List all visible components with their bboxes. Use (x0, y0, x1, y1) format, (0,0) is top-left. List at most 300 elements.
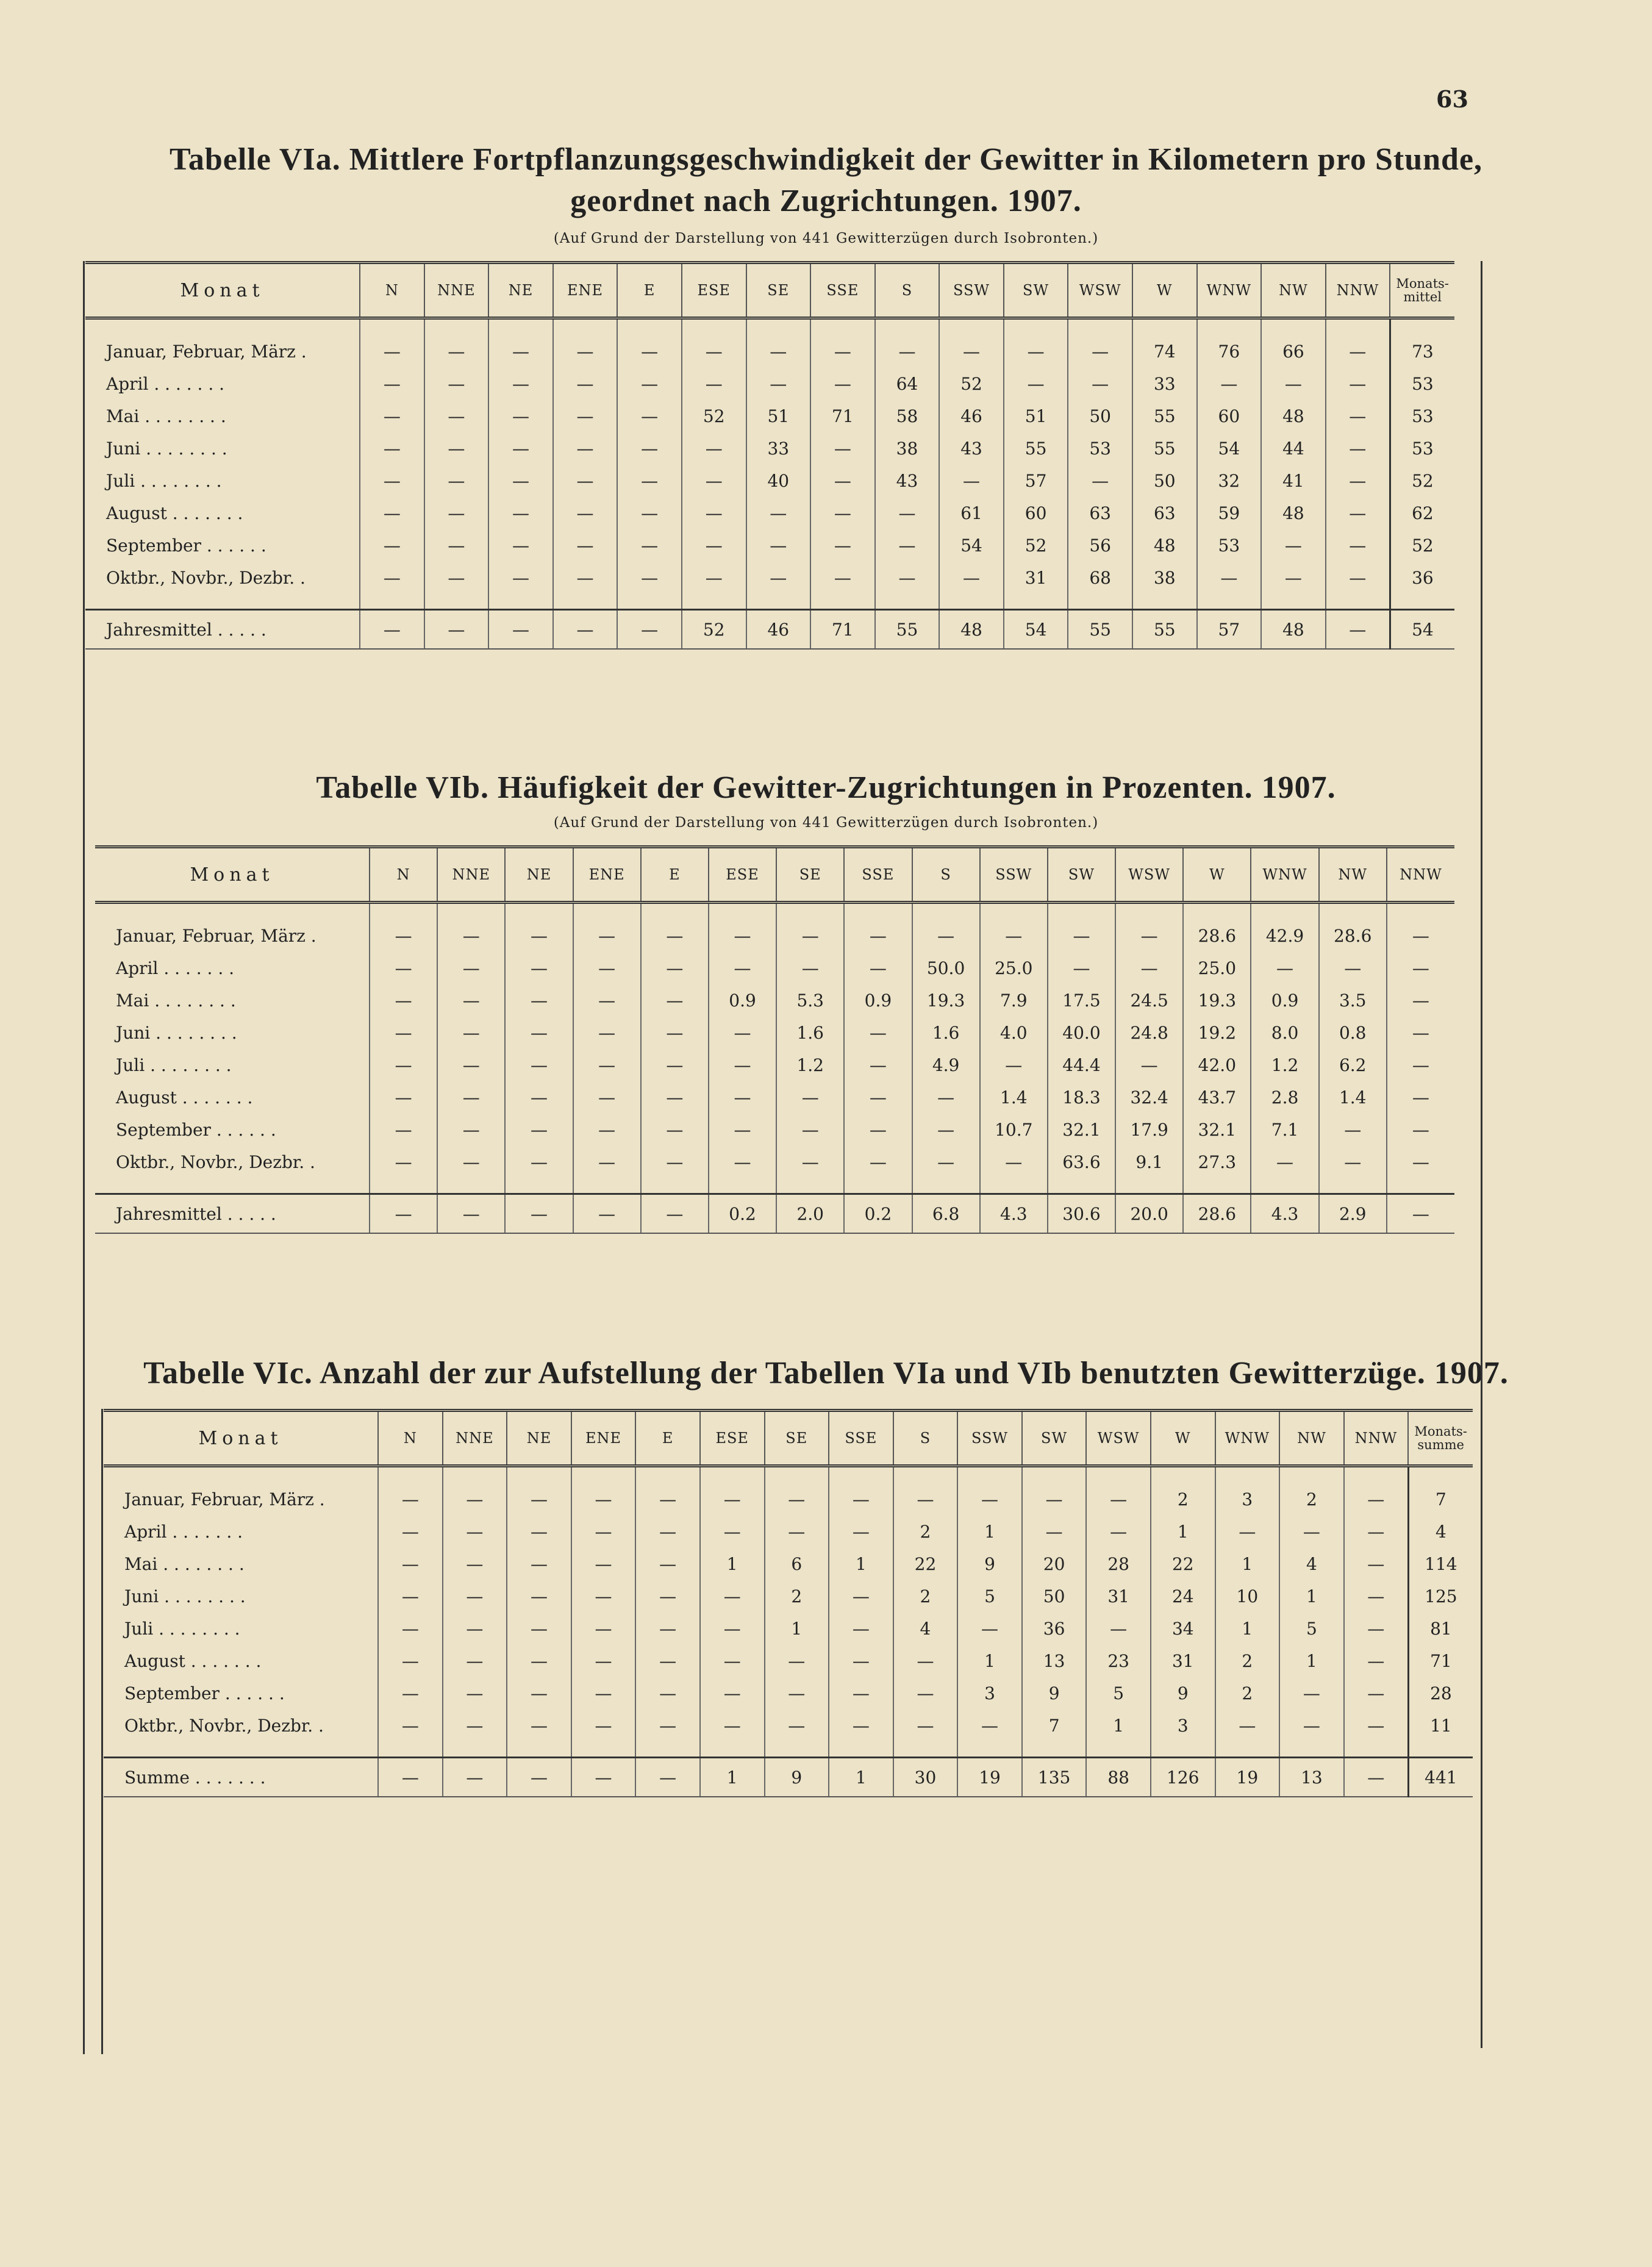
cell: — (571, 1613, 636, 1645)
cell: — (810, 368, 875, 400)
table-row (95, 1017, 1454, 1049)
header-month: Monat (85, 263, 360, 318)
total-cell: 9 (765, 1758, 829, 1797)
total-cell: 4.3 (1251, 1194, 1318, 1234)
cell: — (488, 400, 553, 432)
cell: — (617, 400, 682, 432)
header-dir: NNW (1387, 847, 1454, 903)
cell: — (573, 1081, 641, 1114)
cell: 1.2 (776, 1049, 844, 1081)
cell: 25.0 (1183, 952, 1251, 984)
cell: — (875, 529, 940, 562)
table-row (85, 400, 1454, 432)
cell: 33 (1132, 368, 1197, 400)
cell: — (488, 368, 553, 400)
cell: — (893, 1645, 958, 1677)
row-label: September . . . . . . (106, 535, 266, 556)
cell: — (641, 984, 709, 1017)
cell: — (844, 1146, 912, 1178)
row-total: 52 (1390, 465, 1454, 497)
row-total: 62 (1390, 497, 1454, 529)
table-row (104, 1677, 1473, 1710)
cell: — (635, 1645, 700, 1677)
cell: — (980, 903, 1048, 953)
row-label: Juli . . . . . . . . (106, 471, 222, 491)
cell: — (746, 368, 811, 400)
cell: 56 (1068, 529, 1132, 562)
total-cell: — (635, 1758, 700, 1797)
cell: — (1004, 368, 1068, 400)
cell: 43.7 (1183, 1081, 1251, 1114)
header-dir: WNW (1251, 847, 1318, 903)
cell: 66 (1261, 318, 1326, 368)
cell: 32.1 (1048, 1114, 1115, 1146)
cell: — (378, 1645, 443, 1677)
row-label: Mai . . . . . . . . (116, 990, 236, 1011)
header-dir: ESE (709, 847, 776, 903)
cell: — (424, 368, 489, 400)
cell: 31 (1151, 1645, 1215, 1677)
row-total: 53 (1390, 400, 1454, 432)
cell: 10.7 (980, 1114, 1048, 1146)
cell: 1 (700, 1548, 765, 1580)
cell: 7.1 (1251, 1114, 1318, 1146)
row-total: 28 (1408, 1677, 1473, 1710)
table-row (95, 1114, 1454, 1146)
cell: — (641, 1114, 709, 1146)
total-cell: 0.2 (844, 1194, 912, 1234)
cell: 2 (893, 1580, 958, 1613)
cell: — (1115, 1049, 1183, 1081)
cell: — (776, 1114, 844, 1146)
header-total: Monats- mittel (1390, 263, 1454, 318)
cell: 50 (1132, 465, 1197, 497)
cell: 41 (1261, 465, 1326, 497)
cell: 43 (939, 432, 1004, 465)
cell: — (360, 400, 424, 432)
row-total: 71 (1408, 1645, 1473, 1677)
cell: — (765, 1677, 829, 1710)
cell: — (1279, 1710, 1344, 1742)
cell: — (1344, 1466, 1409, 1516)
cell: 1.2 (1251, 1049, 1318, 1081)
row-label: September . . . . . . (124, 1683, 285, 1703)
header-dir: WNW (1197, 263, 1262, 318)
cell: — (553, 497, 618, 529)
cell: 19.3 (1183, 984, 1251, 1017)
row-total: 52 (1390, 529, 1454, 562)
header-dir: ENE (571, 1411, 636, 1466)
cell: — (360, 529, 424, 562)
row-total: 81 (1408, 1613, 1473, 1645)
cell: 51 (1004, 400, 1068, 432)
cell: 13 (1022, 1645, 1087, 1677)
header-dir: NE (488, 263, 553, 318)
header-dir: SSW (957, 1411, 1022, 1466)
cell: — (424, 400, 489, 432)
cell: — (505, 1017, 573, 1049)
cell: — (507, 1580, 571, 1613)
cell: — (424, 497, 489, 529)
cell: — (488, 562, 553, 594)
cell: — (1344, 1613, 1409, 1645)
cell: — (505, 1114, 573, 1146)
cell: 27.3 (1183, 1146, 1251, 1178)
cell: — (980, 1146, 1048, 1178)
cell: — (829, 1645, 893, 1677)
cell: — (1319, 1114, 1387, 1146)
cell: 1 (765, 1613, 829, 1645)
row-total: 36 (1390, 562, 1454, 594)
cell: 4 (1279, 1548, 1344, 1580)
cell: — (443, 1613, 507, 1645)
cell: — (939, 318, 1004, 368)
row-label: Januar, Februar, März . (116, 926, 316, 946)
total-cell: — (641, 1194, 709, 1234)
cell: 76 (1197, 318, 1262, 368)
cell: 0.9 (844, 984, 912, 1017)
cell: — (709, 1049, 776, 1081)
cell: — (553, 400, 618, 432)
row-label: Januar, Februar, März . (106, 342, 307, 362)
header-dir: SSE (810, 263, 875, 318)
cell: — (682, 529, 746, 562)
cell: — (765, 1645, 829, 1677)
cell: — (617, 529, 682, 562)
total-cell: — (505, 1194, 573, 1234)
cell: — (360, 562, 424, 594)
total-cell: — (360, 610, 424, 650)
cell: 48 (1132, 529, 1197, 562)
cell: 2 (1151, 1466, 1215, 1516)
row-total: 53 (1390, 432, 1454, 465)
cell: — (635, 1466, 700, 1516)
table-row (85, 562, 1454, 594)
cell: — (700, 1677, 765, 1710)
cell: — (437, 1081, 505, 1114)
cell: 0.9 (709, 984, 776, 1017)
total-cell: — (553, 610, 618, 650)
cell: — (573, 1049, 641, 1081)
table-b (95, 845, 1454, 1234)
header-dir: E (635, 1411, 700, 1466)
cell: 1 (957, 1516, 1022, 1548)
row-label: August . . . . . . . (106, 503, 243, 523)
total-cell: 2.0 (776, 1194, 844, 1234)
cell: — (746, 497, 811, 529)
cell: — (746, 529, 811, 562)
cell: — (1215, 1516, 1280, 1548)
cell: 24.5 (1115, 984, 1183, 1017)
cell: 34 (1151, 1613, 1215, 1645)
row-label: April . . . . . . . (124, 1522, 243, 1542)
cell: — (1344, 1645, 1409, 1677)
left-frame-rule (83, 261, 85, 2054)
total-cell: — (378, 1758, 443, 1797)
header-dir: N (370, 847, 437, 903)
total-cell: 19 (957, 1758, 1022, 1797)
cell: — (635, 1710, 700, 1742)
cell: — (829, 1516, 893, 1548)
table-row (95, 1081, 1454, 1114)
cell: — (912, 1114, 980, 1146)
total-cell: 19 (1215, 1758, 1280, 1797)
cell: — (617, 562, 682, 594)
cell: — (980, 1049, 1048, 1081)
cell: — (844, 1049, 912, 1081)
cell: — (573, 903, 641, 953)
cell: 40.0 (1048, 1017, 1115, 1049)
cell: — (507, 1645, 571, 1677)
cell: — (360, 318, 424, 368)
cell: — (1215, 1710, 1280, 1742)
cell: — (424, 465, 489, 497)
cell: — (746, 562, 811, 594)
table-row (104, 1613, 1473, 1645)
total-cell: 30 (893, 1758, 958, 1797)
cell: 32.1 (1183, 1114, 1251, 1146)
total-cell: — (424, 610, 489, 650)
row-total: 4 (1408, 1516, 1473, 1548)
cell: — (443, 1466, 507, 1516)
total-row (95, 1194, 1454, 1234)
grand-total: 441 (1408, 1758, 1473, 1797)
cell: 6.2 (1319, 1049, 1387, 1081)
cell: 7 (1022, 1710, 1087, 1742)
cell: — (553, 318, 618, 368)
cell: 1 (1151, 1516, 1215, 1548)
cell: 50 (1022, 1580, 1087, 1613)
cell: — (571, 1516, 636, 1548)
cell: — (1086, 1466, 1151, 1516)
table-row (85, 529, 1454, 562)
total-cell: 6.8 (912, 1194, 980, 1234)
cell: — (810, 318, 875, 368)
cell: — (682, 318, 746, 368)
grand-total: 54 (1390, 610, 1454, 650)
table-row (95, 952, 1454, 984)
cell: 9.1 (1115, 1146, 1183, 1178)
cell: — (635, 1613, 700, 1645)
header-dir: NW (1261, 263, 1326, 318)
cell: 64 (875, 368, 940, 400)
cell: — (700, 1613, 765, 1645)
row-label: April . . . . . . . (116, 958, 235, 978)
header-dir: NW (1319, 847, 1387, 903)
cell: — (912, 903, 980, 953)
header-dir: SSE (844, 847, 912, 903)
cell: 9 (957, 1548, 1022, 1580)
header-dir: ESE (700, 1411, 765, 1466)
cell: 5 (1279, 1613, 1344, 1645)
cell: — (875, 318, 940, 368)
cell: 40 (746, 465, 811, 497)
cell: 20 (1022, 1548, 1087, 1580)
header-dir: E (617, 263, 682, 318)
row-label: Januar, Februar, März . (124, 1489, 325, 1510)
cell: — (1251, 1146, 1318, 1178)
total-cell: — (573, 1194, 641, 1234)
cell: — (488, 529, 553, 562)
cell: 2.8 (1251, 1081, 1318, 1114)
table-row (104, 1710, 1473, 1742)
cell: 5 (957, 1580, 1022, 1613)
cell: — (641, 1017, 709, 1049)
cell: — (1387, 1114, 1454, 1146)
cell: — (505, 984, 573, 1017)
cell: — (709, 1146, 776, 1178)
total-label: Jahresmittel . . . . . (85, 610, 360, 650)
header-dir: SSW (939, 263, 1004, 318)
cell: — (573, 1017, 641, 1049)
header-dir: SSW (980, 847, 1048, 903)
cell: — (507, 1548, 571, 1580)
cell: — (1086, 1613, 1151, 1645)
table-row (85, 497, 1454, 529)
header-month: Monat (104, 1411, 378, 1466)
cell: — (424, 318, 489, 368)
cell: — (488, 318, 553, 368)
cell: — (700, 1710, 765, 1742)
cell: 2 (765, 1580, 829, 1613)
cell: — (617, 465, 682, 497)
total-cell: 55 (1132, 610, 1197, 650)
table-c (104, 1409, 1473, 1797)
row-label: Juni . . . . . . . . (124, 1586, 246, 1606)
cell: 1.6 (776, 1017, 844, 1049)
cell: — (571, 1548, 636, 1580)
total-cell: 88 (1086, 1758, 1151, 1797)
cell: 22 (1151, 1548, 1215, 1580)
total-cell: — (1344, 1758, 1409, 1797)
header-dir: S (912, 847, 980, 903)
cell: 42.0 (1183, 1049, 1251, 1081)
cell: — (505, 1146, 573, 1178)
cell: 4 (893, 1613, 958, 1645)
total-cell: 2.9 (1319, 1194, 1387, 1234)
cell: 10 (1215, 1580, 1280, 1613)
header-dir: ESE (682, 263, 746, 318)
cell: — (437, 1114, 505, 1146)
total-cell: 135 (1022, 1758, 1087, 1797)
table-row (95, 1049, 1454, 1081)
cell: — (1387, 1017, 1454, 1049)
cell: — (378, 1677, 443, 1710)
left-frame-rule-inner (101, 1409, 103, 2054)
cell: — (360, 497, 424, 529)
cell: — (641, 1049, 709, 1081)
cell: 18.3 (1048, 1081, 1115, 1114)
cell: 5.3 (776, 984, 844, 1017)
header-dir: NNW (1326, 263, 1390, 318)
row-label: Mai . . . . . . . . (124, 1554, 245, 1574)
header-dir: W (1132, 263, 1197, 318)
table-b-subtitle: (Auf Grund der Darstellung von 441 Gewitterzügen durch Isobronten.) (553, 815, 1099, 831)
cell: — (571, 1466, 636, 1516)
total-row (104, 1758, 1473, 1797)
cell: — (893, 1466, 958, 1516)
total-cell: — (488, 610, 553, 650)
page-number: 63 (1436, 85, 1468, 113)
cell: — (617, 432, 682, 465)
cell: — (1387, 1049, 1454, 1081)
cell: 1.4 (980, 1081, 1048, 1114)
cell: — (957, 1613, 1022, 1645)
row-label: Juli . . . . . . . . (124, 1619, 240, 1639)
cell: — (893, 1677, 958, 1710)
total-cell: 52 (682, 610, 746, 650)
cell: — (424, 432, 489, 465)
cell: 55 (1004, 432, 1068, 465)
cell: 28.6 (1183, 903, 1251, 953)
cell: — (776, 1146, 844, 1178)
cell: — (829, 1677, 893, 1710)
cell: 5 (1086, 1677, 1151, 1710)
cell: 17.9 (1115, 1114, 1183, 1146)
cell: — (437, 952, 505, 984)
cell: 1 (1086, 1710, 1151, 1742)
row-label: August . . . . . . . (116, 1087, 253, 1108)
cell: — (1326, 465, 1390, 497)
header-dir: SW (1004, 263, 1068, 318)
cell: — (829, 1580, 893, 1613)
cell: 55 (1132, 432, 1197, 465)
cell: 24 (1151, 1580, 1215, 1613)
cell: — (443, 1645, 507, 1677)
total-cell: — (1326, 610, 1390, 650)
cell: — (765, 1466, 829, 1516)
cell: 28 (1086, 1548, 1151, 1580)
cell: — (573, 1114, 641, 1146)
cell: — (1344, 1516, 1409, 1548)
cell: 6 (765, 1548, 829, 1580)
cell: — (829, 1710, 893, 1742)
cell: — (424, 562, 489, 594)
header-dir: ENE (573, 847, 641, 903)
cell: 55 (1132, 400, 1197, 432)
cell: 63 (1132, 497, 1197, 529)
cell: 54 (939, 529, 1004, 562)
row-label: Mai . . . . . . . . (106, 406, 226, 426)
row-label: Juli . . . . . . . . (116, 1055, 232, 1075)
cell: — (682, 497, 746, 529)
cell: 63.6 (1048, 1146, 1115, 1178)
table-row (85, 465, 1454, 497)
row-total: 73 (1390, 318, 1454, 368)
total-cell: 0.2 (709, 1194, 776, 1234)
cell: 32 (1197, 465, 1262, 497)
cell: — (507, 1710, 571, 1742)
cell: — (1387, 984, 1454, 1017)
cell: 42.9 (1251, 903, 1318, 953)
cell: — (1022, 1516, 1087, 1548)
cell: 2 (893, 1516, 958, 1548)
row-total: 11 (1408, 1710, 1473, 1742)
table-a-title-line2: geordnet nach Zugrichtungen. 1907. (570, 184, 1082, 218)
cell: — (488, 465, 553, 497)
cell: — (939, 562, 1004, 594)
cell: — (1344, 1677, 1409, 1710)
cell: — (635, 1580, 700, 1613)
cell: — (844, 1017, 912, 1049)
cell: — (709, 1017, 776, 1049)
cell: 1 (1279, 1580, 1344, 1613)
cell: 38 (1132, 562, 1197, 594)
cell: — (553, 465, 618, 497)
cell: 1 (1215, 1613, 1280, 1645)
cell: — (810, 432, 875, 465)
cell: — (1279, 1516, 1344, 1548)
